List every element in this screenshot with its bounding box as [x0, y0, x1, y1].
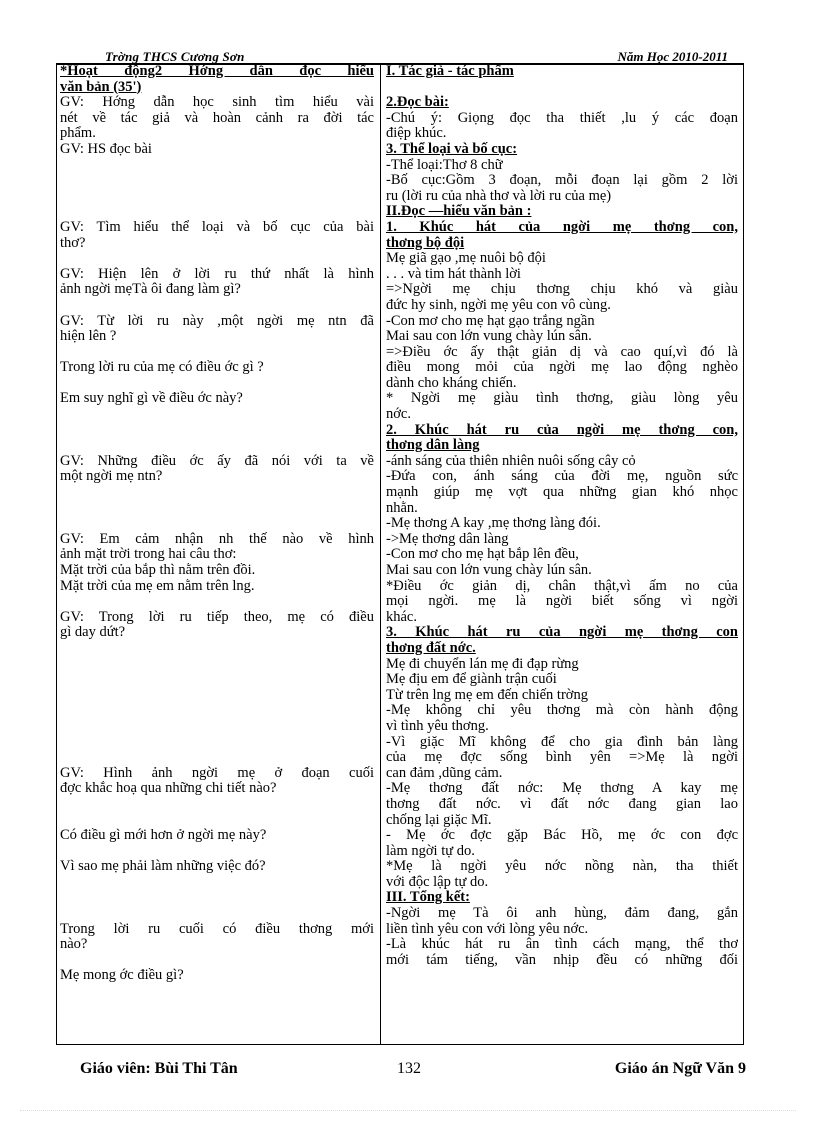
blank-line — [60, 735, 374, 751]
lesson-content-line: -Mẹ không chỉ yêu thơng mà còn hành động — [386, 703, 738, 719]
lesson-content-line: -Con mơ cho mẹ hạt gạo trắng ngần — [386, 313, 595, 329]
lesson-content-line: mọi ngời. mẹ là ngời biết sống vì ngời — [386, 594, 738, 610]
lesson-content-line: 3. Khúc hát ru của ngời mẹ thơng con — [386, 625, 738, 641]
teacher-question-line: ảnh ngời mẹTà ôi đang làm gì? — [60, 282, 241, 298]
lesson-content-line: của mẹ đợc sống bình yên =>Mẹ là ngời — [386, 750, 738, 766]
teacher-question-line: nào? — [60, 937, 88, 953]
lesson-content-line: mạnh giúp mẹ vợt qua những gian khó nhọc — [386, 485, 738, 501]
teacher-question-line: nét về tác giả và hoàn cảnh ra đời tác — [60, 110, 374, 126]
lesson-content-line: thơng dân làng — [386, 438, 480, 454]
blank-line — [60, 298, 374, 314]
lesson-content-column — [386, 64, 738, 968]
lesson-content-line: *Mẹ là ngời yêu nớc nồng nàn, tha thiết — [386, 859, 738, 875]
lesson-content-line: -Mẹ thơng A kay ,mẹ thơng làng đói. — [386, 516, 601, 532]
blank-line — [60, 672, 374, 688]
blank-line — [60, 750, 374, 766]
teacher-question-line: Mặt trời của bắp thì nằm trên đồi. — [60, 563, 256, 578]
blank-line — [386, 80, 738, 96]
blank-line — [60, 813, 374, 829]
blank-line — [60, 485, 374, 501]
lesson-content-line: 3. Thể loại và bố cục: — [386, 141, 518, 157]
lesson-content-line: làm ngời tự do. — [386, 843, 475, 859]
lesson-content-line: vì tình yêu thơng. — [386, 718, 489, 734]
teacher-question-line: Mẹ mong ớc điều gì? — [60, 968, 184, 984]
lesson-content-line: Mai sau con lớn vung chày lún sân. — [386, 329, 592, 345]
blank-line — [60, 688, 374, 704]
lesson-content-line: chống lại giặc Mĩ. — [386, 812, 492, 828]
column-divider — [380, 63, 381, 1045]
blank-line — [60, 594, 374, 610]
blank-line — [60, 251, 374, 267]
teacher-question-line: thơ? — [60, 235, 86, 251]
blank-line — [60, 189, 374, 205]
page-number: 132 — [397, 1060, 421, 1077]
blank-line — [60, 844, 374, 860]
lesson-content-line: . . . và tim hát thành lời — [386, 266, 521, 282]
lesson-content-line: ->Mẹ thơng dân làng — [386, 531, 509, 547]
teacher-question-line: *Hoạt động2 Hớng dẫn đọc hiểu — [60, 64, 374, 79]
teacher-question-line: ảnh mặt trời trong hai câu thơ: — [60, 547, 237, 563]
lesson-content-line: -Là khúc hát ru ân tình cách mạng, thể thơ — [386, 937, 738, 953]
lesson-content-line: -Đứa con, ánh sáng của đời mẹ, nguồn sức — [386, 469, 738, 485]
lesson-content-line: -Chú ý: Giọng đọc tha thiết ,lu ý các đoạn — [386, 110, 738, 126]
lesson-content-line: liền tình yêu con với lòng yêu nớc. — [386, 921, 589, 937]
lesson-content-line: dành cho kháng chiến. — [386, 375, 517, 391]
teacher-question-line: Có điều gì mới hơn ở ngời mẹ này? — [60, 828, 267, 844]
teacher-question-line: GV: Tìm hiểu thể loại và bố cục của bài — [60, 219, 374, 235]
teacher-question-line: một ngời mẹ ntn? — [60, 469, 163, 485]
lesson-content-line: với độc lập tự do. — [386, 874, 489, 890]
lesson-content-line: -Bố cục:Gồm 3 đoạn, mỗi đoạn lại gồm 2 lời — [386, 173, 738, 189]
lesson-content-line: - Mẹ ớc đợc gặp Bác Hồ, mẹ ớc con đợc — [386, 828, 738, 844]
lesson-content-line: Từ trên lng mẹ em đến chiến trờng — [386, 687, 588, 703]
teacher-question-line: GV: Trong lời ru tiếp theo, mẹ có điều — [60, 609, 374, 625]
teacher-question-line: Mặt trời của mẹ em nằm trên lng. — [60, 578, 255, 594]
teacher-question-line: GV: Em cảm nhận nh thế nào về hình — [60, 531, 374, 547]
lesson-content-line: đức hy sinh, ngời mẹ yêu con vô cùng. — [386, 297, 611, 313]
year-header: Năm Học 2010-2011 — [617, 49, 728, 64]
lesson-content-line: can đảm ,dũng cảm. — [386, 765, 503, 781]
teacher-question-line: văn bản (35') — [60, 79, 142, 95]
lesson-content-line: thơng bộ đội — [386, 235, 465, 251]
lesson-content-line: II.Đọc —hiểu văn bản : — [386, 204, 532, 220]
teacher-question-line: GV: HS đọc bài — [60, 141, 152, 157]
blank-line — [60, 890, 374, 906]
lesson-content-line: I. Tác giả - tác phẩm — [386, 64, 514, 79]
lesson-content-line: * Ngời mẹ giàu tình thơng, giàu lòng yêu — [386, 391, 738, 407]
teacher-question-line: phẩm. — [60, 126, 96, 142]
lesson-content-line: mới tám tiếng, vần nhịp đều có những đối — [386, 952, 738, 968]
lesson-content-line: -Con mơ cho mẹ hạt bắp lên đều, — [386, 547, 579, 563]
teacher-question-line: GV: Hiện lên ở lời ru thứ nhất là hình — [60, 266, 374, 282]
teacher-question-line: hiện lên ? — [60, 329, 117, 345]
lesson-content-line: Mai sau con lớn vung chày lún sân. — [386, 563, 592, 578]
lesson-content-line: 2. Khúc hát ru của ngời mẹ thơng con, — [386, 422, 738, 438]
teacher-question-line: đợc khắc hoạ qua những chi tiết nào? — [60, 781, 277, 797]
lesson-content-line: Mẹ giã gạo ,mẹ nuôi bộ đội — [386, 251, 546, 267]
lesson-content-line: *Điều ớc giản dị, chân thật,vì ấm no của — [386, 578, 738, 594]
teacher-question-line: GV: Những điều ớc ấy đã nói với ta về — [60, 453, 374, 469]
blank-line — [60, 438, 374, 454]
blank-line — [60, 204, 374, 220]
lesson-content-line: -Thể loại:Thơ 8 chữ — [386, 157, 503, 173]
lesson-content-line: =>Ngời mẹ chịu thơng chịu khó và giàu — [386, 282, 738, 298]
blank-line — [60, 953, 374, 969]
page-edge — [20, 1110, 796, 1111]
teacher-question-line: Em suy nghĩ gì về điều ớc này? — [60, 391, 243, 407]
lesson-content-line: Mẹ địu em để giành trận cuối — [386, 672, 557, 688]
blank-line — [60, 657, 374, 673]
footer-subject: Giáo án Ngữ Văn 9 — [614, 1060, 746, 1077]
teacher-activity-column — [60, 64, 374, 984]
lesson-content-line: điều mong mỏi của ngời mẹ lao động nghèo — [386, 360, 738, 376]
lesson-content-line: 2.Đọc bài: — [386, 95, 449, 111]
blank-line — [60, 376, 374, 392]
lesson-content-line: khác. — [386, 609, 417, 625]
blank-line — [60, 875, 374, 891]
blank-line — [60, 501, 374, 517]
lesson-content-line: -Ngời mẹ Tà ôi anh hùng, đảm đang, gắn — [386, 906, 738, 922]
lesson-content-line: -ánh sáng của thiên nhiên nuôi sống cây cỏ — [386, 453, 636, 469]
blank-line — [60, 719, 374, 735]
blank-line — [60, 641, 374, 657]
blank-line — [60, 173, 374, 189]
teacher-question-line: Vì sao mẹ phải làm những việc đó? — [60, 859, 266, 875]
lesson-content-line: thơng đất nớc. — [386, 640, 476, 656]
blank-line — [60, 407, 374, 423]
teacher-question-line: GV: Hình ảnh ngời mẹ ở đoạn cuối — [60, 765, 374, 781]
blank-line — [60, 423, 374, 439]
teacher-question-line: Trong lời ru cuối có điều thơng mới — [60, 921, 374, 937]
school-header: Trờng THCS Cương Sơn — [105, 49, 245, 64]
lesson-content-line: III. Tổng kết: — [386, 890, 470, 906]
blank-line — [60, 797, 374, 813]
lesson-content-line: nớc. — [386, 407, 411, 423]
footer-teacher: Giáo viên: Bùi Thi Tân — [80, 1060, 238, 1077]
lesson-content-line: -Vì giặc Mĩ không để cho gia đình bản làng — [386, 734, 738, 750]
lesson-content-line: -Mẹ thơng đất nớc: Mẹ thơng A kay mẹ — [386, 781, 738, 797]
blank-line — [60, 703, 374, 719]
lesson-content-line: thơng đất nớc. vì đất nớc đang gian lao — [386, 796, 738, 812]
blank-line — [60, 345, 374, 361]
teacher-question-line: GV: Từ lời ru này ,một ngời mẹ ntn đã — [60, 313, 374, 329]
blank-line — [60, 516, 374, 532]
lesson-content-line: 1. Khúc hát của ngời mẹ thơng con, — [386, 219, 738, 235]
lesson-content-line: =>Điều ớc ấy thật giản dị và cao quí,vì đó là — [386, 344, 738, 360]
teacher-question-line: GV: Hớng dẫn học sinh tìm hiểu vài — [60, 95, 374, 111]
lesson-content-line: nhằn. — [386, 500, 418, 516]
blank-line — [60, 906, 374, 922]
teacher-question-line: Trong lời ru của mẹ có điều ớc gì ? — [60, 360, 264, 376]
lesson-content-line: ru (lời ru của nhà thơ và lời ru của mẹ) — [386, 188, 612, 204]
blank-line — [60, 158, 374, 174]
teacher-question-line: gì day dứt? — [60, 625, 126, 641]
lesson-content-line: điệp khúc. — [386, 126, 447, 142]
lesson-content-line: Mẹ đi chuyển lán mẹ đi đạp rừng — [386, 656, 579, 672]
